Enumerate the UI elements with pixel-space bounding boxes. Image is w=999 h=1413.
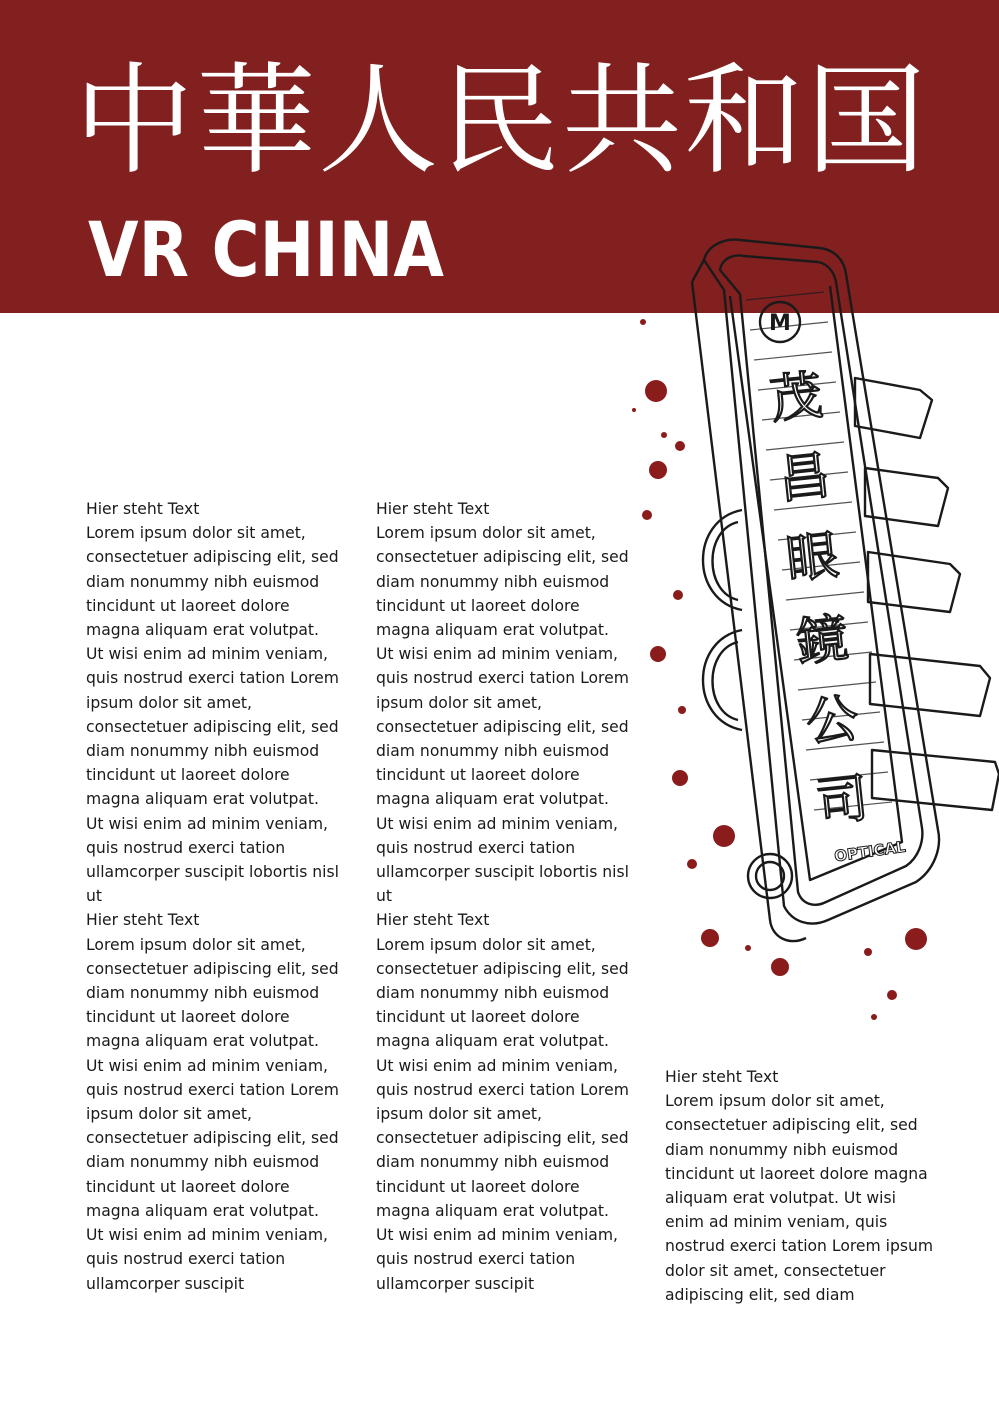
sign-optical-label: OPTICAL <box>833 837 907 866</box>
column-body: Lorem ipsum dolor sit amet, consectetuer adipiscing elit, sed diam nonummy nibh euismod tincidunt ut laoreet dolore magna aliquam erat volutpat. Ut wisi enim ad minim veniam, quis nostrud exerci tation Lorem ipsum dolor sit amet, consectetuer adipiscing elit, sed diam nonummy nibh euismod tincidunt ut laoreet dolore magna aliquam erat volutpat. Ut wisi enim ad minim veniam, quis nostrud exerci tation ullamcorper suscipit lobortis nisl ut <box>86 524 339 906</box>
sign-char-1: 茂 <box>767 365 826 431</box>
sign-side-bars <box>855 378 999 810</box>
neon-sign-illustration <box>620 230 999 1030</box>
sign-char-4: 鏡 <box>793 608 852 674</box>
sign-char-5: 公 <box>803 688 862 754</box>
column-heading: Hier steht Text <box>86 500 200 518</box>
column-heading: Hier steht Text <box>86 911 200 930</box>
sign-logo-letter: M <box>769 311 791 336</box>
column-body: Lorem ipsum dolor sit amet, consectetuer adipiscing elit, sed diam nonummy nibh euismod tincidunt ut laoreet dolore magna aliquam erat volutpat. Ut wisi enim ad minim veniam, quis nostrud exerci tation Lorem ipsum dolor sit amet, consectetuer adipiscing elit, sed diam <box>665 1092 934 1304</box>
text-column-2 <box>376 497 631 1296</box>
column-body: Lorem ipsum dolor sit amet, consectetuer adipiscing elit, sed diam nonummy nibh euismod tincidunt ut laoreet dolore magna aliquam erat volutpat. Ut wisi enim ad minim veniam, quis nostrud exerci tation Lorem ipsum dolor sit amet, consectetuer adipiscing elit, sed diam nonummy nibh euismod tincidunt ut laoreet dolore magna aliquam erat volutpat. Ut wisi enim ad minim veniam, quis nostrud exerci tation ullamcorper suscipit <box>86 935 339 1293</box>
column-heading: Hier steht Text <box>376 500 490 518</box>
sign-char-6: 司 <box>813 768 872 834</box>
sign-char-3: 眼 <box>783 525 842 591</box>
text-column-1 <box>86 497 341 1296</box>
column-heading: Hier steht Text <box>376 911 490 930</box>
column-body: Lorem ipsum dolor sit amet, consectetuer adipiscing elit, sed diam nonummy nibh euismod tincidunt ut laoreet dolore magna aliquam erat volutpat. Ut wisi enim ad minim veniam, quis nostrud exerci tation Lorem ipsum dolor sit amet, consectetuer adipiscing elit, sed diam nonummy nibh euismod tincidunt ut laoreet dolore magna aliquam erat volutpat. Ut wisi enim ad minim veniam, quis nostrud exerci tation ullamcorper suscipit lobortis nisl ut <box>376 524 629 906</box>
text-column-3 <box>665 1065 935 1307</box>
sign-characters <box>767 366 871 834</box>
column-heading: Hier steht Text <box>665 1068 779 1086</box>
english-title: VR CHINA <box>88 205 444 294</box>
chinese-title: 中華人民共和国 <box>74 52 928 191</box>
column-body: Lorem ipsum dolor sit amet, consectetuer adipiscing elit, sed diam nonummy nibh euismod tincidunt ut laoreet dolore magna aliquam erat volutpat. Ut wisi enim ad minim veniam, quis nostrud exerci tation Lorem ipsum dolor sit amet, consectetuer adipiscing elit, sed diam nonummy nibh euismod tincidunt ut laoreet dolore magna aliquam erat volutpat. Ut wisi enim ad minim veniam, quis nostrud exerci tation ullamcorper suscipit <box>376 935 629 1293</box>
sign-char-2: 昌 <box>775 445 834 511</box>
